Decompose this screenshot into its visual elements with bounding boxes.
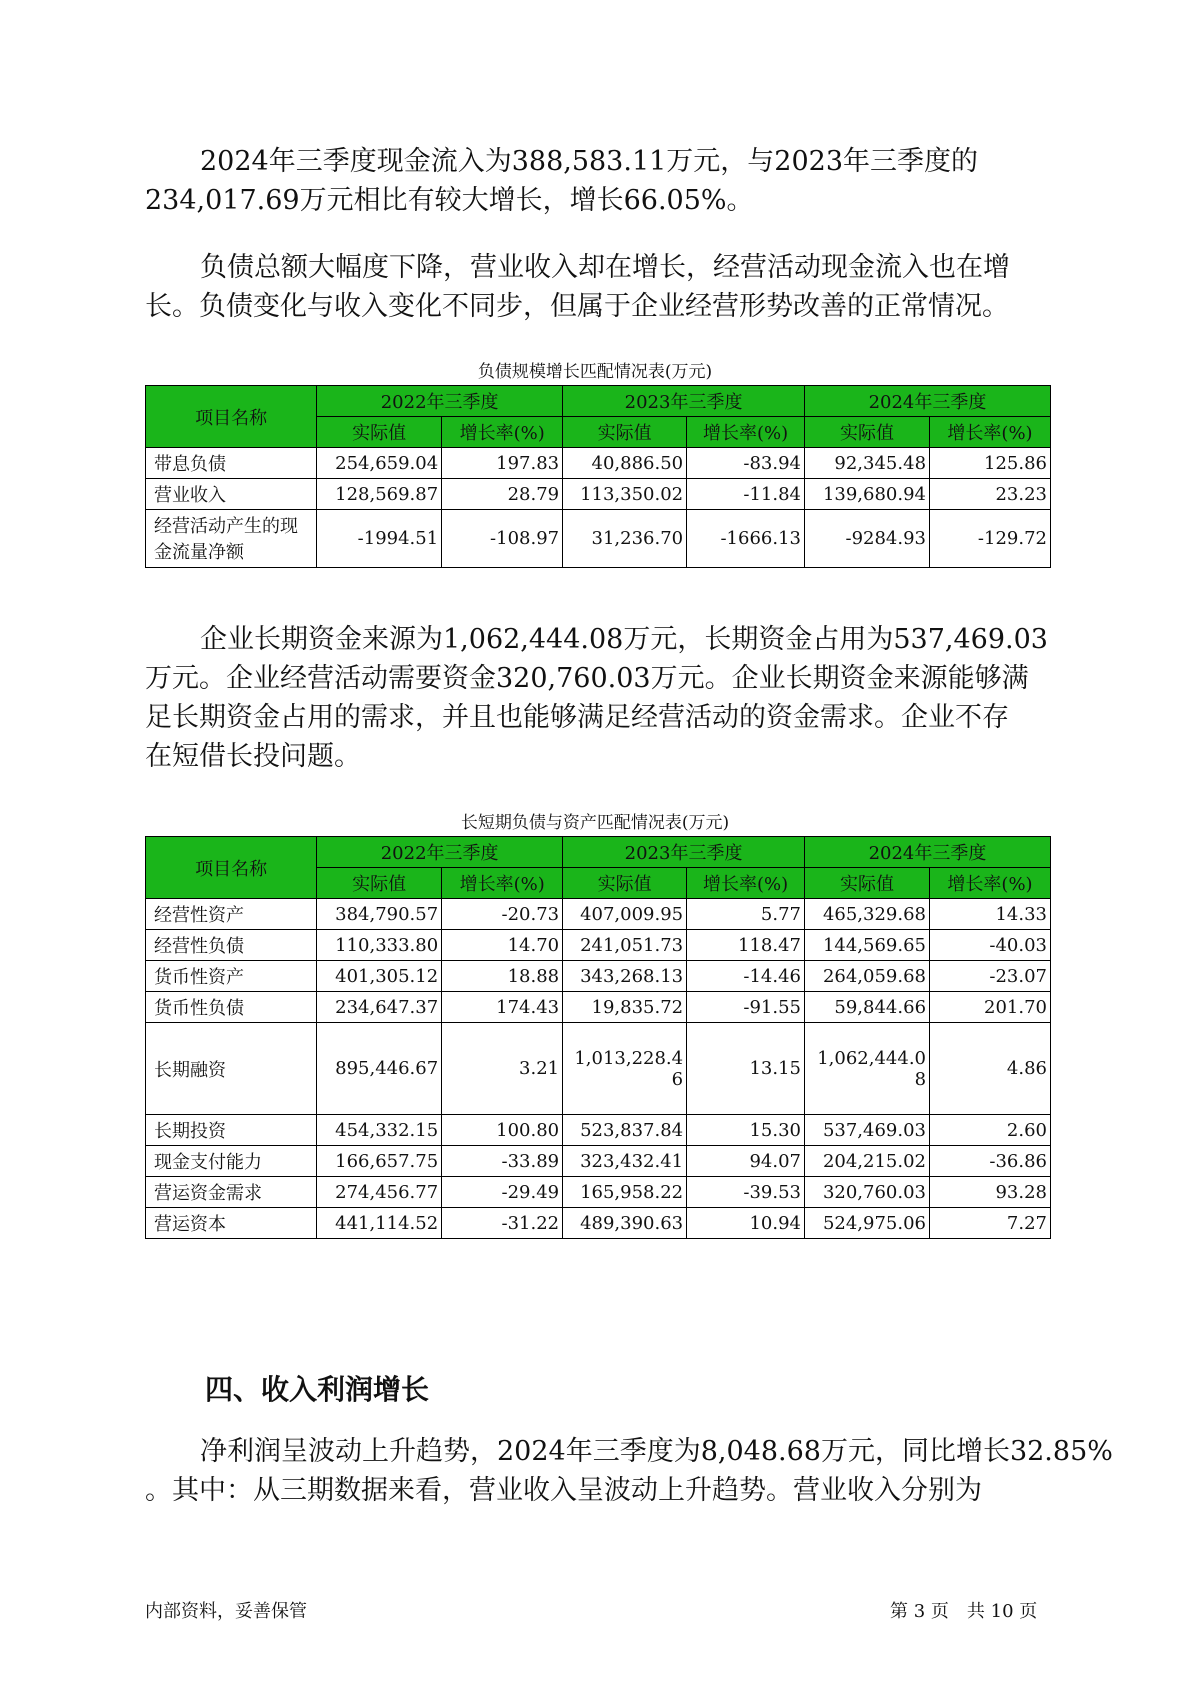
cell: 1,062,444.08 [804, 1023, 929, 1115]
table-row [146, 930, 1051, 961]
table-row [146, 1208, 1051, 1239]
paragraph-line: 万元。企业经营活动需要资金320,760.03万元。企业长期资金来源能够满 [145, 663, 1029, 694]
cell: 343,268.13 [563, 961, 687, 992]
header-item-name: 项目名称 [146, 837, 317, 899]
cell: -129.72 [930, 510, 1051, 568]
cell: 113,350.02 [563, 479, 687, 510]
row-label: 经营活动产生的现金流量净额 [146, 510, 317, 568]
header-growth: 增长率(%) [930, 868, 1051, 899]
cell: 407,009.95 [563, 899, 687, 930]
section-heading: 四、收入利润增长 [205, 1373, 430, 1406]
table2-caption: 长短期负债与资产匹配情况表(万元) [460, 813, 730, 833]
header-growth: 增长率(%) [687, 868, 805, 899]
cell: -23.07 [930, 961, 1051, 992]
cell: -40.03 [930, 930, 1051, 961]
cell: 31,236.70 [563, 510, 687, 568]
cell: -108.97 [442, 510, 563, 568]
header-period: 2022年三季度 [317, 837, 563, 868]
cell: 274,456.77 [317, 1177, 442, 1208]
cell: 465,329.68 [804, 899, 929, 930]
cell: -33.89 [442, 1146, 563, 1177]
cell: 144,569.65 [804, 930, 929, 961]
row-label: 现金支付能力 [146, 1146, 317, 1177]
cell: -9284.93 [804, 510, 929, 568]
cell: 384,790.57 [317, 899, 442, 930]
table-row [146, 510, 1051, 568]
cell: 13.15 [687, 1023, 805, 1115]
row-label: 营运资本 [146, 1208, 317, 1239]
cell: -29.49 [442, 1177, 563, 1208]
cell: 7.27 [930, 1208, 1051, 1239]
cell: 537,469.03 [804, 1115, 929, 1146]
header-period: 2023年三季度 [563, 386, 805, 417]
cell: 14.70 [442, 930, 563, 961]
paragraph-line: 2024年三季度现金流入为388,583.11万元，与2023年三季度的 [200, 146, 979, 177]
header-period: 2024年三季度 [804, 837, 1050, 868]
footer-confidential: 内部资料，妥善保管 [145, 1601, 307, 1622]
cell: 323,432.41 [563, 1146, 687, 1177]
cell: -31.22 [442, 1208, 563, 1239]
table-row [146, 479, 1051, 510]
cell: 100.80 [442, 1115, 563, 1146]
row-label: 经营性资产 [146, 899, 317, 930]
cell: 93.28 [930, 1177, 1051, 1208]
table-row [146, 1177, 1051, 1208]
paragraph-line: 234,017.69万元相比有较大增长，增长66.05%。 [145, 185, 754, 216]
cell: 139,680.94 [804, 479, 929, 510]
header-item-name: 项目名称 [146, 386, 317, 448]
header-growth: 增长率(%) [442, 868, 563, 899]
table-row [146, 1023, 1051, 1115]
header-actual: 实际值 [317, 868, 442, 899]
cell: 2.60 [930, 1115, 1051, 1146]
row-label: 带息负债 [146, 448, 317, 479]
cell: 23.23 [930, 479, 1051, 510]
cell: 128,569.87 [317, 479, 442, 510]
header-period: 2023年三季度 [563, 837, 805, 868]
table-row [146, 1115, 1051, 1146]
cell: -39.53 [687, 1177, 805, 1208]
cell: 320,760.03 [804, 1177, 929, 1208]
cell: 401,305.12 [317, 961, 442, 992]
cell: -1666.13 [687, 510, 805, 568]
liability-asset-match-table [145, 836, 1051, 1239]
cell: -36.86 [930, 1146, 1051, 1177]
cell: 165,958.22 [563, 1177, 687, 1208]
cell: 18.88 [442, 961, 563, 992]
cell: 441,114.52 [317, 1208, 442, 1239]
paragraph-debt-change [145, 248, 1045, 326]
cell: 10.94 [687, 1208, 805, 1239]
debt-growth-table [145, 385, 1051, 568]
cell: 201.70 [930, 992, 1051, 1023]
cell: -1994.51 [317, 510, 442, 568]
cell: 197.83 [442, 448, 563, 479]
row-label: 长期投资 [146, 1115, 317, 1146]
row-label: 经营性负债 [146, 930, 317, 961]
cell: 489,390.63 [563, 1208, 687, 1239]
cell: 94.07 [687, 1146, 805, 1177]
cell: 59,844.66 [804, 992, 929, 1023]
cell: 523,837.84 [563, 1115, 687, 1146]
cell: 1,013,228.46 [563, 1023, 687, 1115]
cell: 110,333.80 [317, 930, 442, 961]
table-row [146, 1146, 1051, 1177]
cell: 524,975.06 [804, 1208, 929, 1239]
footer-page-number: 第 3 页 共 10 页 [890, 1601, 1038, 1622]
cell: 125.86 [930, 448, 1051, 479]
cell: -14.46 [687, 961, 805, 992]
row-label: 营业收入 [146, 479, 317, 510]
paragraph-line: 长。负债变化与收入变化不同步，但属于企业经营形势改善的正常情况。 [145, 291, 1009, 322]
paragraph-line: 在短借长投问题。 [145, 741, 361, 772]
header-period: 2022年三季度 [317, 386, 563, 417]
cell: 895,446.67 [317, 1023, 442, 1115]
header-actual: 实际值 [563, 868, 687, 899]
table-row [146, 992, 1051, 1023]
paragraph-long-term-funds [145, 620, 1048, 776]
paragraph-line: 净利润呈波动上升趋势，2024年三季度为8,048.68万元，同比增长32.85% [200, 1436, 1113, 1467]
cell: -83.94 [687, 448, 805, 479]
row-label: 营运资金需求 [146, 1177, 317, 1208]
table1-caption: 负债规模增长匹配情况表(万元) [477, 362, 713, 382]
cell: 40,886.50 [563, 448, 687, 479]
header-growth: 增长率(%) [442, 417, 563, 448]
cell: 254,659.04 [317, 448, 442, 479]
cell: -91.55 [687, 992, 805, 1023]
header-actual: 实际值 [563, 417, 687, 448]
cell: 241,051.73 [563, 930, 687, 961]
cell: 14.33 [930, 899, 1051, 930]
header-actual: 实际值 [804, 417, 929, 448]
header-growth: 增长率(%) [687, 417, 805, 448]
paragraph-profit [145, 1432, 1113, 1510]
header-actual: 实际值 [317, 417, 442, 448]
row-label: 长期融资 [146, 1023, 317, 1115]
cell: 264,059.68 [804, 961, 929, 992]
cell: -11.84 [687, 479, 805, 510]
table-row [146, 961, 1051, 992]
paragraph-line: 足长期资金占用的需求，并且也能够满足经营活动的资金需求。企业不存 [145, 702, 1009, 733]
row-label: 货币性资产 [146, 961, 317, 992]
cell: 5.77 [687, 899, 805, 930]
cell: 174.43 [442, 992, 563, 1023]
cell: 28.79 [442, 479, 563, 510]
table-row [146, 448, 1051, 479]
cell: 3.21 [442, 1023, 563, 1115]
cell: 204,215.02 [804, 1146, 929, 1177]
cell: 92,345.48 [804, 448, 929, 479]
cell: 118.47 [687, 930, 805, 961]
paragraph-line: 。其中：从三期数据来看，营业收入呈波动上升趋势。营业收入分别为 [145, 1475, 982, 1506]
table-row [146, 899, 1051, 930]
paragraph-line: 企业长期资金来源为1,062,444.08万元，长期资金占用为537,469.03 [200, 624, 1048, 655]
cell: 4.86 [930, 1023, 1051, 1115]
cell: 166,657.75 [317, 1146, 442, 1177]
cell: 454,332.15 [317, 1115, 442, 1146]
row-label: 货币性负债 [146, 992, 317, 1023]
header-actual: 实际值 [804, 868, 929, 899]
cell: 19,835.72 [563, 992, 687, 1023]
header-period: 2024年三季度 [804, 386, 1050, 417]
paragraph-line: 负债总额大幅度下降，营业收入却在增长，经营活动现金流入也在增 [200, 252, 1010, 283]
paragraph-cash-inflow [145, 142, 1045, 220]
cell: 15.30 [687, 1115, 805, 1146]
cell: 234,647.37 [317, 992, 442, 1023]
cell: -20.73 [442, 899, 563, 930]
header-growth: 增长率(%) [930, 417, 1051, 448]
